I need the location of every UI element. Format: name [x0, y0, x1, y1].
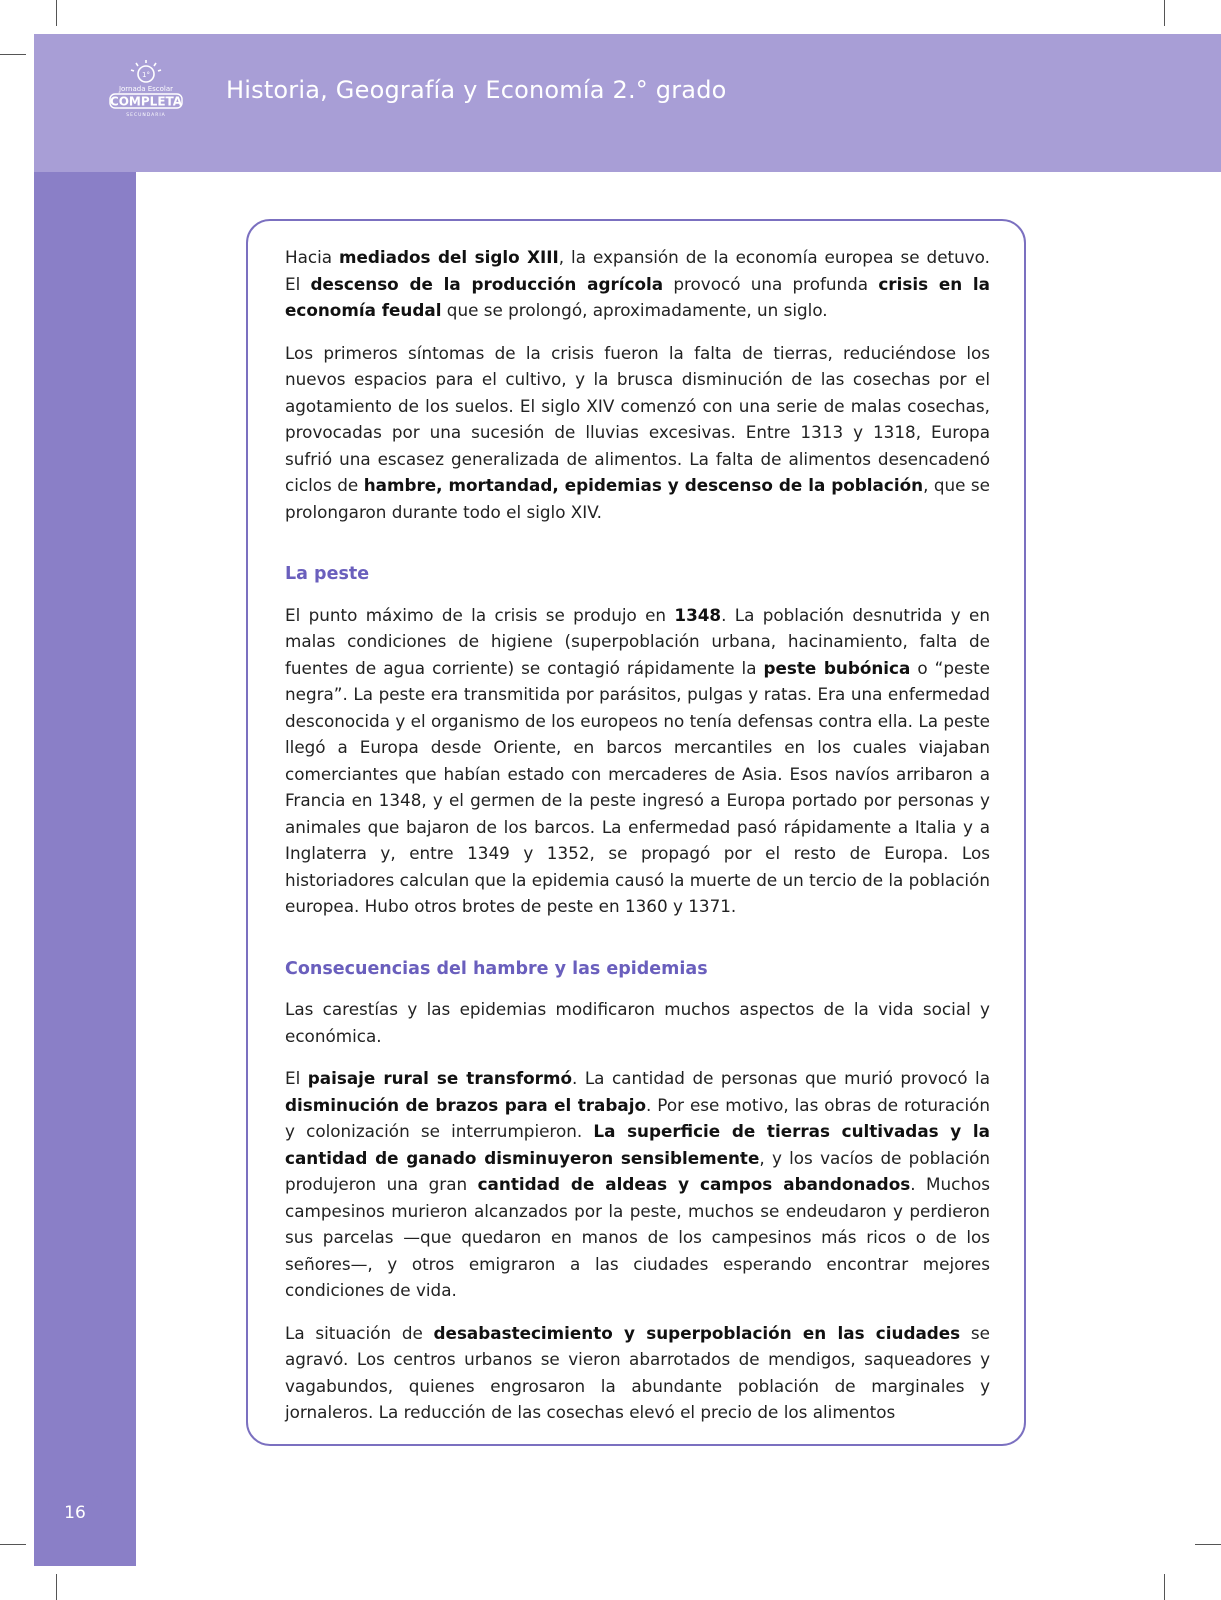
page-number: 16	[48, 1495, 102, 1537]
crop-mark	[56, 1574, 57, 1600]
bold-text: La superficie de tierras cultivadas y la cantidad de ganado disminuyeron sensiblemente	[285, 1121, 990, 1168]
paragraph	[285, 1065, 990, 1304]
bold-text: peste bubónica	[763, 657, 911, 678]
text-run: Hacia	[285, 247, 340, 267]
text-run: Las carestías y las epidemias modificaron muchos aspectos de la vida social y económica.	[285, 999, 990, 1046]
page-title: Historia, Geografía y Economía 2.° grado	[226, 76, 727, 104]
bold-text: crisis en la economía feudal	[285, 273, 990, 320]
crop-mark	[1195, 1544, 1221, 1545]
crop-mark	[56, 0, 57, 26]
bold-text: desabastecimiento y superpoblación en las ciudades	[433, 1322, 961, 1343]
bold-text: descenso de la producción agrícola	[310, 273, 664, 294]
crop-mark	[1164, 1574, 1165, 1600]
bold-text: mediados del siglo XIII	[339, 247, 559, 267]
section-heading: La peste	[285, 564, 370, 584]
svg-text:1°: 1°	[142, 71, 150, 79]
text-run: , la expansión de la economía europea se detuvo. El	[285, 247, 990, 294]
logo-text-main: COMPLETA	[109, 94, 183, 109]
bold-text: disminución de brazos para el trabajo	[285, 1094, 646, 1115]
text-run: Los primeros síntomas de la crisis fueron la falta de tierras, reduciéndose los nuevos espacios para el cultivo, y la brusca disminución de las cosechas por el agotamiento de los suelos. El siglo XIV comenzó con una serie de malas cosechas, provocadas por una sucesión de lluvias excesivas. Entre 1313 y 1318, Europa sufrió una escasez generalizada de alimentos. La falta de alimentos desencadenó ciclos de	[285, 342, 990, 495]
text-run: que se prolongó, aproximadamente, un siglo.	[441, 300, 828, 320]
crop-mark	[0, 1544, 26, 1545]
text-run: . Por ese motivo, las obras de roturación y colonización se interrumpieron.	[285, 1094, 991, 1141]
jornada-escolar-logo	[106, 58, 186, 120]
bold-text: hambre, mortandad, epidemias y descenso de la población	[363, 475, 924, 495]
crop-mark	[1164, 0, 1165, 26]
paragraph	[285, 602, 990, 920]
body-text	[285, 244, 990, 1426]
text-run: o “peste negra”. La peste era transmitida por parásitos, pulgas y ratas. Era una enfermedad desconocida y el organismo de los europeos no tenía defensas contra ella. La peste llegó a Europa desde Oriente, en barcos mercantiles en los cuales viajaban comerciantes que habían estado con mercaderes de Asia. Esos navíos arribaron a Francia en 1348, y el germen de la peste ingresó a Europa portado por personas y animales que bajaron de los barcos. La enfermedad pasó rápidamente a Italia y a Inglaterra y, entre 1349 y 1352, se propagó por el resto de Europa. Los historiadores calculan que la epidemia causó la muerte de un tercio de la población europea. Hubo otros brotes de peste en 1360 y 1371.	[285, 657, 990, 916]
text-run: se agravó. Los centros urbanos se vieron abarrotados de mendigos, saqueadores y vagabundos, quienes engrosaron la abundante población de marginales y jornaleros. La reducción de las cosechas elevó el precio de los alimentos	[285, 1322, 991, 1422]
paragraph	[285, 244, 990, 324]
logo-text-sub: SECUNDARIA	[126, 113, 166, 118]
sidebar-band	[34, 172, 136, 1566]
section-heading: Consecuencias del hambre y las epidemias	[285, 958, 708, 979]
paragraph	[285, 996, 990, 1049]
text-run: El	[285, 1068, 308, 1088]
paragraph	[285, 340, 990, 526]
text-run: provocó una profunda	[663, 273, 879, 294]
text-run: . La población desnutrida y en malas condiciones de higiene (superpoblación urbana, hacinamiento, falta de fuentes de agua corriente) se contagió rápidamente la	[285, 604, 990, 678]
paragraph	[285, 1320, 990, 1426]
bold-text: cantidad de aldeas y campos abandonados	[477, 1174, 911, 1194]
text-run: , que se prolongaron durante todo el siglo XIV.	[285, 475, 990, 522]
bold-text: paisaje rural se transformó	[307, 1068, 572, 1088]
text-run: , y los vacíos de población produjeron una gran	[285, 1147, 990, 1194]
text-run: El punto máximo de la crisis se produjo en	[285, 604, 675, 625]
logo-text-top: Jornada Escolar	[118, 85, 174, 93]
crop-mark	[0, 54, 26, 55]
text-run: . La cantidad de personas que murió provocó la	[571, 1068, 991, 1088]
bold-text: 1348	[674, 604, 722, 625]
text-run: . Muchos campesinos murieron alcanzados por la peste, muchos se endeudaron y perdieron sus parcelas —que quedaron en manos de los campesinos más ricos o de los señores—, y otros emigraron a las ciudades esperando encontrar mejores condiciones de vida.	[285, 1174, 991, 1300]
text-run: La situación de	[285, 1322, 434, 1343]
